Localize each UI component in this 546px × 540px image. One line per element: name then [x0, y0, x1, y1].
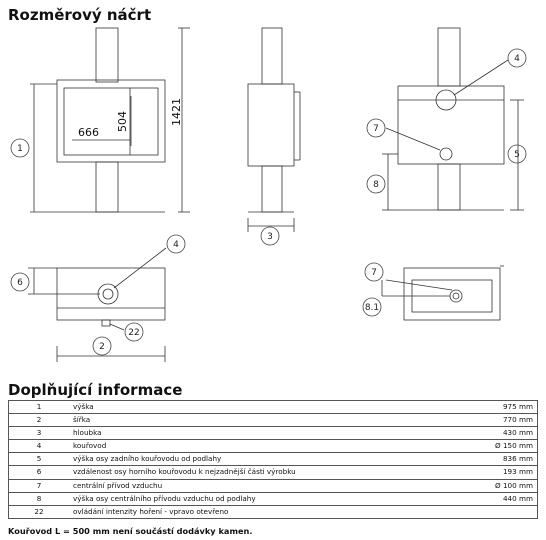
callout-7-back: 7: [373, 124, 379, 134]
row-description: hloubka: [69, 427, 469, 440]
row-value: 440 mm: [469, 492, 538, 505]
row-description: výška osy centrálního přívodu vzduchu od podlahy: [69, 492, 469, 505]
table-row: [9, 453, 538, 466]
row-value: 430 mm: [469, 427, 538, 440]
back-view: [382, 28, 524, 210]
bottom-view: [382, 266, 504, 320]
row-number: 7: [9, 479, 70, 492]
callout-3: 3: [267, 232, 273, 242]
page-title: Rozměrový náčrt: [8, 6, 152, 24]
callout-1: 1: [17, 144, 23, 154]
row-number: 1: [9, 401, 70, 414]
row-description: výška: [69, 401, 469, 414]
callout-4-top: 4: [173, 240, 179, 250]
row-value: Ø 150 mm: [469, 440, 538, 453]
dim-height-label: 504: [116, 111, 129, 132]
table-row: [9, 427, 538, 440]
info-heading: Doplňující informace: [8, 381, 183, 399]
row-number: 4: [9, 440, 70, 453]
dim-width-label: 666: [78, 126, 99, 139]
row-description: ovládání intenzity hoření - vpravo otevřeno: [69, 505, 469, 518]
callout-2: 2: [99, 342, 105, 352]
callout-5: 5: [514, 150, 520, 160]
row-number: 2: [9, 414, 70, 427]
callout-labels: [17, 54, 520, 352]
row-description: centrální přívod vzduchu: [69, 479, 469, 492]
table-row: [9, 440, 538, 453]
row-number: 3: [9, 427, 70, 440]
side-view: [248, 28, 300, 232]
footnote: Kouřovod L = 500 mm není součástí dodávky kamen.: [8, 526, 253, 536]
callout-circles: [11, 49, 526, 355]
spec-table: [8, 400, 538, 519]
table-row: [9, 414, 538, 427]
callout-4-back: 4: [514, 54, 520, 64]
row-description: výška osy zadního kouřovodu od podlahy: [69, 453, 469, 466]
row-value: Ø 100 mm: [469, 479, 538, 492]
row-number: 5: [9, 453, 70, 466]
row-value: 975 mm: [469, 401, 538, 414]
row-description: kouřovod: [69, 440, 469, 453]
row-number: 6: [9, 466, 70, 479]
dim-total-height-label: 1421: [170, 98, 183, 126]
table-row: [9, 479, 538, 492]
table-row: [9, 505, 538, 518]
row-value: [469, 505, 538, 518]
row-number: 8: [9, 492, 70, 505]
table-row: [9, 401, 538, 414]
row-value: 836 mm: [469, 453, 538, 466]
table-row: [9, 466, 538, 479]
callout-22: 22: [128, 328, 140, 338]
row-number: 22: [9, 505, 70, 518]
row-description: vzdálenost osy horního kouřovodu k nejzadnější části výrobku: [69, 466, 469, 479]
callout-8-1: 8.1: [364, 303, 380, 313]
row-value: 770 mm: [469, 414, 538, 427]
table-row: [9, 492, 538, 505]
front-view: [30, 28, 190, 212]
top-view: [28, 248, 166, 362]
callout-7-bottom: 7: [371, 268, 377, 278]
callout-8: 8: [373, 180, 379, 190]
row-value: 193 mm: [469, 466, 538, 479]
row-description: šířka: [69, 414, 469, 427]
callout-6: 6: [17, 278, 23, 288]
